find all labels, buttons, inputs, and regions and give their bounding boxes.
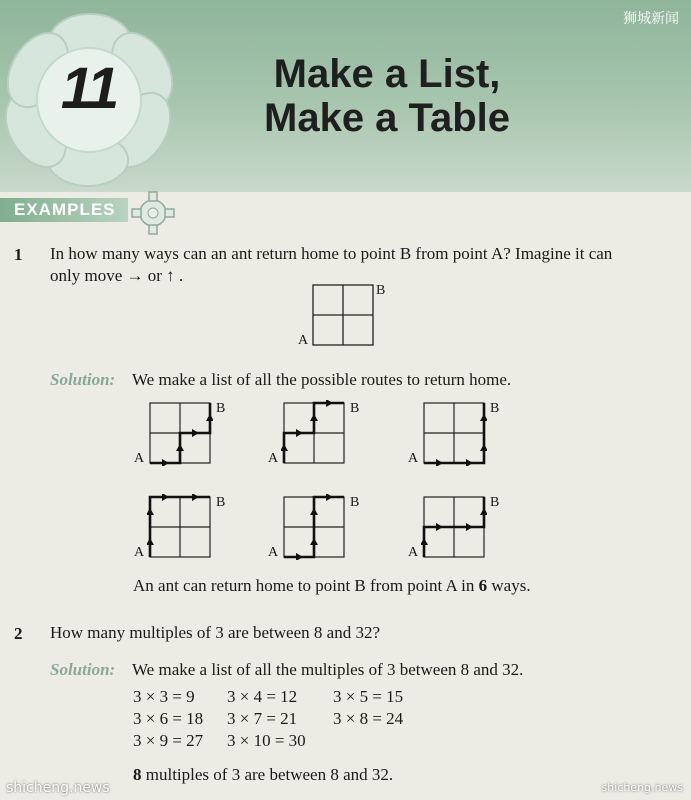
examples-tab: EXAMPLES bbox=[0, 198, 128, 222]
question-1-conclusion bbox=[133, 576, 531, 596]
route-arrow-icon bbox=[436, 523, 443, 531]
solution-label-2: Solution: bbox=[50, 660, 116, 679]
route-arrow-icon bbox=[421, 538, 428, 545]
route-arrow-icon bbox=[162, 459, 169, 466]
route-arrow-icon bbox=[206, 414, 213, 421]
route-arrow-icon bbox=[480, 508, 487, 515]
route-arrow-icon bbox=[466, 523, 473, 531]
multiple-item: 3 × 5 = 15 bbox=[333, 687, 404, 706]
multiple-item: 3 × 8 = 24 bbox=[333, 709, 404, 728]
route-arrow-icon bbox=[192, 494, 199, 501]
multiple-item: 3 × 7 = 21 bbox=[227, 709, 298, 728]
solution-text-1: We make a list of all the possible routes to return home. bbox=[132, 370, 512, 389]
watermark-bottom-right: shicheng.news bbox=[601, 781, 683, 794]
solution-text-2: We make a list of all the multiples of 3 between 8 and 32. bbox=[132, 660, 524, 679]
route-arrow-icon bbox=[310, 508, 318, 515]
gear-icon bbox=[130, 190, 176, 236]
multiple-item: 3 × 10 = 30 bbox=[227, 731, 306, 750]
route-arrow-icon bbox=[480, 414, 487, 421]
route-arrow-icon bbox=[147, 508, 154, 515]
question-2-number: 2 bbox=[14, 624, 23, 643]
route-arrow-icon bbox=[326, 494, 333, 501]
conclusion-1-count: 6 bbox=[478, 576, 488, 595]
route-grid-1 bbox=[147, 400, 213, 466]
route-arrow-icon bbox=[176, 444, 184, 451]
route-arrow-icon bbox=[162, 494, 169, 501]
reference-grid bbox=[312, 284, 374, 346]
route-arrow-icon bbox=[480, 444, 487, 451]
route-label-b: B bbox=[490, 495, 500, 510]
chapter-number: 11 bbox=[60, 56, 118, 121]
route-arrow-icon bbox=[296, 429, 303, 437]
route-grid-5 bbox=[281, 494, 347, 560]
route-label-b: B bbox=[216, 401, 226, 416]
route-arrow-icon bbox=[326, 400, 333, 407]
route-arrow-icon bbox=[296, 553, 303, 560]
route-arrow-icon bbox=[281, 444, 288, 451]
title-line-1: Make a List, bbox=[273, 52, 501, 96]
route-arrow-icon bbox=[436, 459, 443, 466]
watermark-top: 狮城新闻 bbox=[623, 11, 679, 27]
question-1-text bbox=[50, 243, 680, 287]
question-1-number: 1 bbox=[14, 245, 23, 264]
conclusion-1-suffix: ways. bbox=[487, 576, 531, 595]
question-1-line-1: In how many ways can an ant return home to point B from point A? Imagine it can bbox=[50, 244, 613, 263]
label-a: A bbox=[298, 333, 309, 348]
route-arrow-icon bbox=[147, 538, 154, 545]
multiple-item: 3 × 3 = 9 bbox=[133, 687, 195, 706]
question-2-conclusion bbox=[133, 765, 393, 785]
route-label-a: A bbox=[408, 451, 419, 466]
route-arrow-icon bbox=[310, 538, 318, 545]
question-2-text: How many multiples of 3 are between 8 and 32? bbox=[50, 623, 380, 642]
route-label-b: B bbox=[350, 495, 360, 510]
multiple-item: 3 × 6 = 18 bbox=[133, 709, 204, 728]
route-grid-4 bbox=[147, 494, 213, 560]
conclusion-2-count: 8 bbox=[133, 765, 142, 784]
route-label-a: A bbox=[268, 545, 279, 560]
multiple-item: 3 × 9 = 27 bbox=[133, 731, 204, 750]
route-label-b: B bbox=[490, 401, 500, 416]
route-label-a: A bbox=[134, 451, 145, 466]
page-title bbox=[264, 52, 510, 140]
route-label-b: B bbox=[350, 401, 360, 416]
route-arrow-icon bbox=[192, 429, 199, 437]
conclusion-1-prefix: An ant can return home to point B from point A in bbox=[133, 576, 479, 595]
route-grid-3 bbox=[421, 400, 487, 466]
route-label-a: A bbox=[134, 545, 145, 560]
title-line-2: Make a Table bbox=[264, 96, 511, 140]
multiple-item: 3 × 4 = 12 bbox=[227, 687, 298, 706]
route-label-a: A bbox=[408, 545, 419, 560]
route-arrow-icon bbox=[310, 414, 318, 421]
conclusion-2-suffix: multiples of 3 are between 8 and 32. bbox=[141, 765, 394, 784]
label-b: B bbox=[376, 283, 386, 298]
solution-label-1: Solution: bbox=[50, 370, 116, 389]
question-1-line-2: only move → or ↑ . bbox=[50, 266, 184, 285]
route-label-a: A bbox=[268, 451, 279, 466]
route-grid-6 bbox=[421, 494, 487, 560]
route-label-b: B bbox=[216, 495, 226, 510]
route-arrow-icon bbox=[466, 459, 473, 466]
watermark-bottom-left: shicheng.news bbox=[6, 780, 110, 796]
route-grid-2 bbox=[281, 400, 347, 466]
